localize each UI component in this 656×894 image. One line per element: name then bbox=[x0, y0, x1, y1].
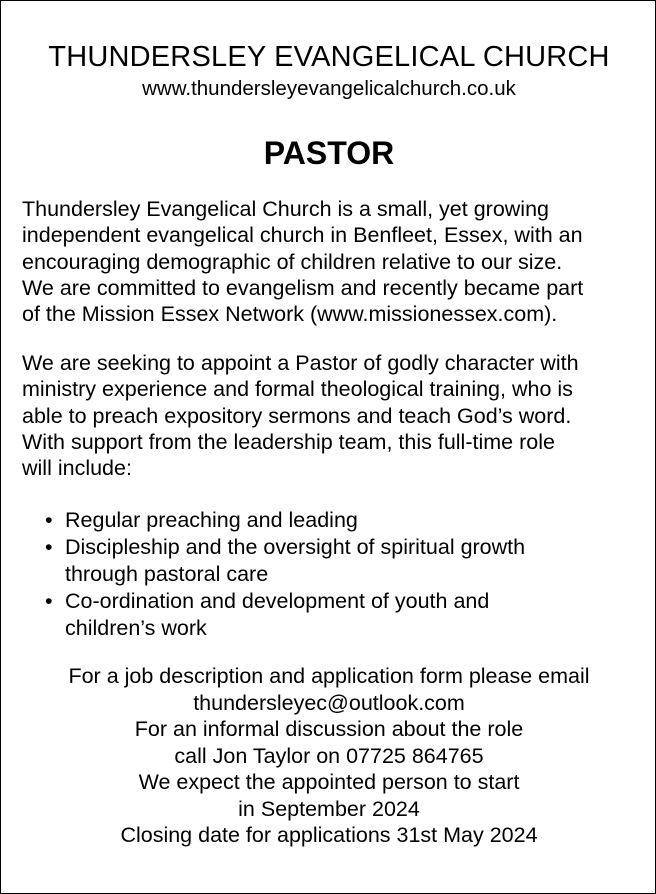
duty-item-discipleship bbox=[45, 534, 635, 588]
intro-line: We are committed to evangelism and recently became part bbox=[22, 275, 584, 300]
seeking-line: ministry experience and formal theological training, who is bbox=[22, 377, 573, 402]
bullet-icon: • bbox=[45, 589, 53, 613]
intro-paragraph bbox=[22, 196, 642, 327]
contact-section bbox=[1, 663, 656, 849]
contact-line: For an informal discussion about the role bbox=[134, 717, 524, 741]
duty-line: Regular preaching and leading bbox=[65, 508, 358, 532]
duty-item-youth-work bbox=[45, 588, 635, 642]
seeking-line: We are seeking to appoint a Pastor of godly character with bbox=[22, 351, 579, 375]
seeking-line: able to preach expository sermons and teach God’s word. bbox=[22, 403, 572, 428]
church-name: THUNDERSLEY EVANGELICAL CHURCH bbox=[48, 41, 610, 73]
seeking-line: With support from the leadership team, this full-time role bbox=[22, 429, 555, 454]
duty-line: Co-ordination and development of youth and bbox=[65, 589, 490, 613]
start-date: in September 2024 bbox=[238, 796, 420, 821]
duty-line: children’s work bbox=[65, 616, 207, 640]
bullet-icon: • bbox=[45, 535, 53, 559]
contact-line: For a job description and application form please email bbox=[68, 664, 590, 688]
intro-line: of the Mission Essex Network (www.missionessex.com). bbox=[22, 302, 558, 327]
intro-line: encouraging demographic of children relative to our size. bbox=[22, 249, 563, 274]
job-title: PASTOR bbox=[263, 135, 395, 171]
contact-line: We expect the appointed person to start bbox=[138, 770, 520, 794]
seeking-line: will include: bbox=[22, 456, 132, 481]
duty-line: through pastoral care bbox=[65, 562, 269, 586]
contact-phone: call Jon Taylor on 07725 864765 bbox=[174, 743, 484, 768]
intro-line: independent evangelical church in Benfleet, Essex, with an bbox=[22, 223, 583, 248]
duties-list bbox=[45, 507, 635, 642]
church-website-link[interactable]: www.thundersleyevangelicalchurch.co.uk bbox=[142, 77, 516, 100]
seeking-paragraph bbox=[22, 350, 642, 481]
bullet-icon: • bbox=[45, 508, 53, 532]
closing-date: Closing date for applications 31st May 2024 bbox=[120, 823, 538, 847]
intro-line: Thundersley Evangelical Church is a small, yet growing bbox=[22, 197, 549, 221]
contact-email-link[interactable]: thundersleyec@outlook.com bbox=[193, 690, 465, 715]
duty-item-preaching bbox=[45, 507, 635, 534]
duty-line: Discipleship and the oversight of spiritual growth bbox=[65, 535, 526, 559]
